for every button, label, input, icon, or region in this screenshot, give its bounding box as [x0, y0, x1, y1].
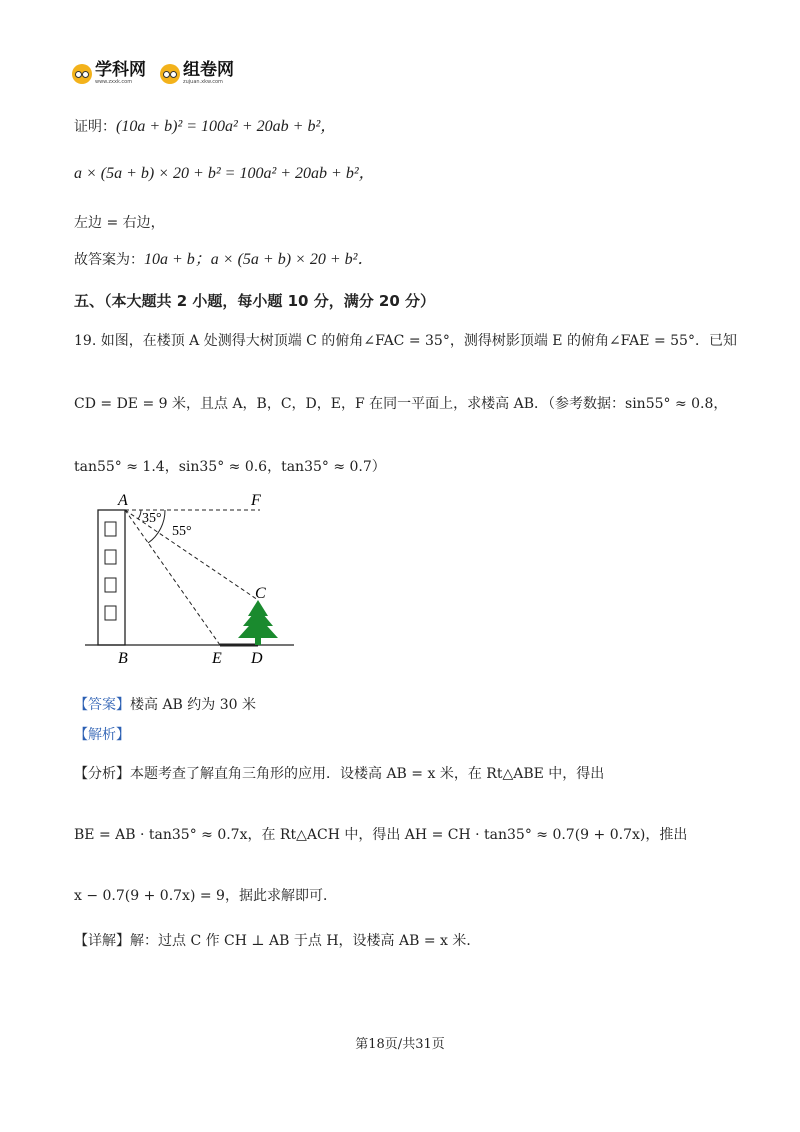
angle-arc-35: [138, 510, 141, 519]
label-E: E: [212, 650, 222, 667]
label-F: F: [251, 492, 261, 509]
logo-zujuan-url: zujuan.xkw.com: [183, 79, 223, 85]
answer-tag: 【答案】: [74, 697, 130, 713]
answer-line: [74, 694, 256, 714]
angle-label-35: 35°: [142, 511, 162, 526]
building-window: [105, 606, 116, 620]
detail-text: 解：过点 C 作 CH ⊥ AB 于点 H，设楼高 AB = x 米．: [130, 933, 481, 949]
problem-line-2: CD = DE = 9 米，且点 A，B，C，D，E，F 在同一平面上，求楼高 AB．（参考数据：sin55° ≈ 0.8，: [74, 396, 728, 412]
proof-equation-1: (10a + b)² = 100a² + 20ab + b²，: [116, 118, 337, 135]
logo-zxxk: [72, 62, 146, 85]
building-window: [105, 578, 116, 592]
answer-text: 楼高 AB 约为 30 米: [130, 697, 257, 713]
proof-label: 证明：: [74, 119, 116, 135]
fenxi-text-1: 本题考查了解直角三角形的应用．设楼高 AB = x 米，在 Rt△ABE 中，得出: [130, 766, 605, 782]
fenxi-line-1: [74, 763, 604, 783]
angle-label-55: 55°: [172, 524, 192, 539]
section-heading: 五、（本大题共 2 小题，每小题 10 分，满分 20 分）: [74, 292, 436, 310]
logo-zxxk-name: 学科网: [95, 60, 146, 80]
label-A: A: [118, 492, 128, 509]
fenxi-line-3: x − 0.7(9 + 0.7x) = 9，据此求解即可．: [74, 888, 337, 904]
label-C: C: [255, 585, 266, 602]
tree-trunk: [255, 638, 261, 645]
problem-line-3: tan55° ≈ 1.4，sin35° ≈ 0.6，tan35° ≈ 0.7）: [74, 459, 386, 475]
proof-answer-prefix: 故答案为：: [74, 252, 144, 268]
proof-answer: [74, 246, 373, 269]
proof-line-1: [74, 113, 336, 136]
analysis-tag: 【解析】: [74, 727, 130, 743]
building-window: [105, 522, 116, 536]
label-D: D: [251, 650, 263, 667]
logo-zujuan: [160, 62, 234, 85]
detail-tag: 【详解】: [74, 933, 130, 949]
owl-logo-icon: [160, 64, 180, 84]
detail-line: [74, 930, 480, 950]
proof-equation-2: a × (5a + b) × 20 + b² = 100a² + 20ab + b²，: [74, 165, 375, 182]
building-window: [105, 550, 116, 564]
page-number: 第18页/共31页: [355, 1037, 445, 1052]
logo-zxxk-url: www.zxxk.com: [95, 79, 133, 85]
logo-zujuan-name: 组卷网: [183, 60, 234, 80]
proof-answer-value: 10a + b；a × (5a + b) × 20 + b²．: [144, 251, 374, 268]
proof-conclusion: 左边 = 右边，: [74, 215, 165, 231]
tree-bottom: [238, 616, 278, 638]
geometry-figure: [80, 490, 310, 670]
problem-line-1: 19. 如图，在楼顶 A 处测得大树顶端 C 的俯角∠FAC = 35°，测得树影顶端 E 的俯角∠FAE = 55°．已知: [74, 333, 737, 349]
fenxi-line-2: BE = AB · tan35° ≈ 0.7x，在 Rt△ACH 中，得出 AH = CH · tan35° ≈ 0.7(9 + 0.7x)，推出: [74, 827, 688, 843]
label-B: B: [118, 650, 128, 667]
owl-logo-icon: [72, 64, 92, 84]
fenxi-tag: 【分析】: [74, 766, 130, 782]
